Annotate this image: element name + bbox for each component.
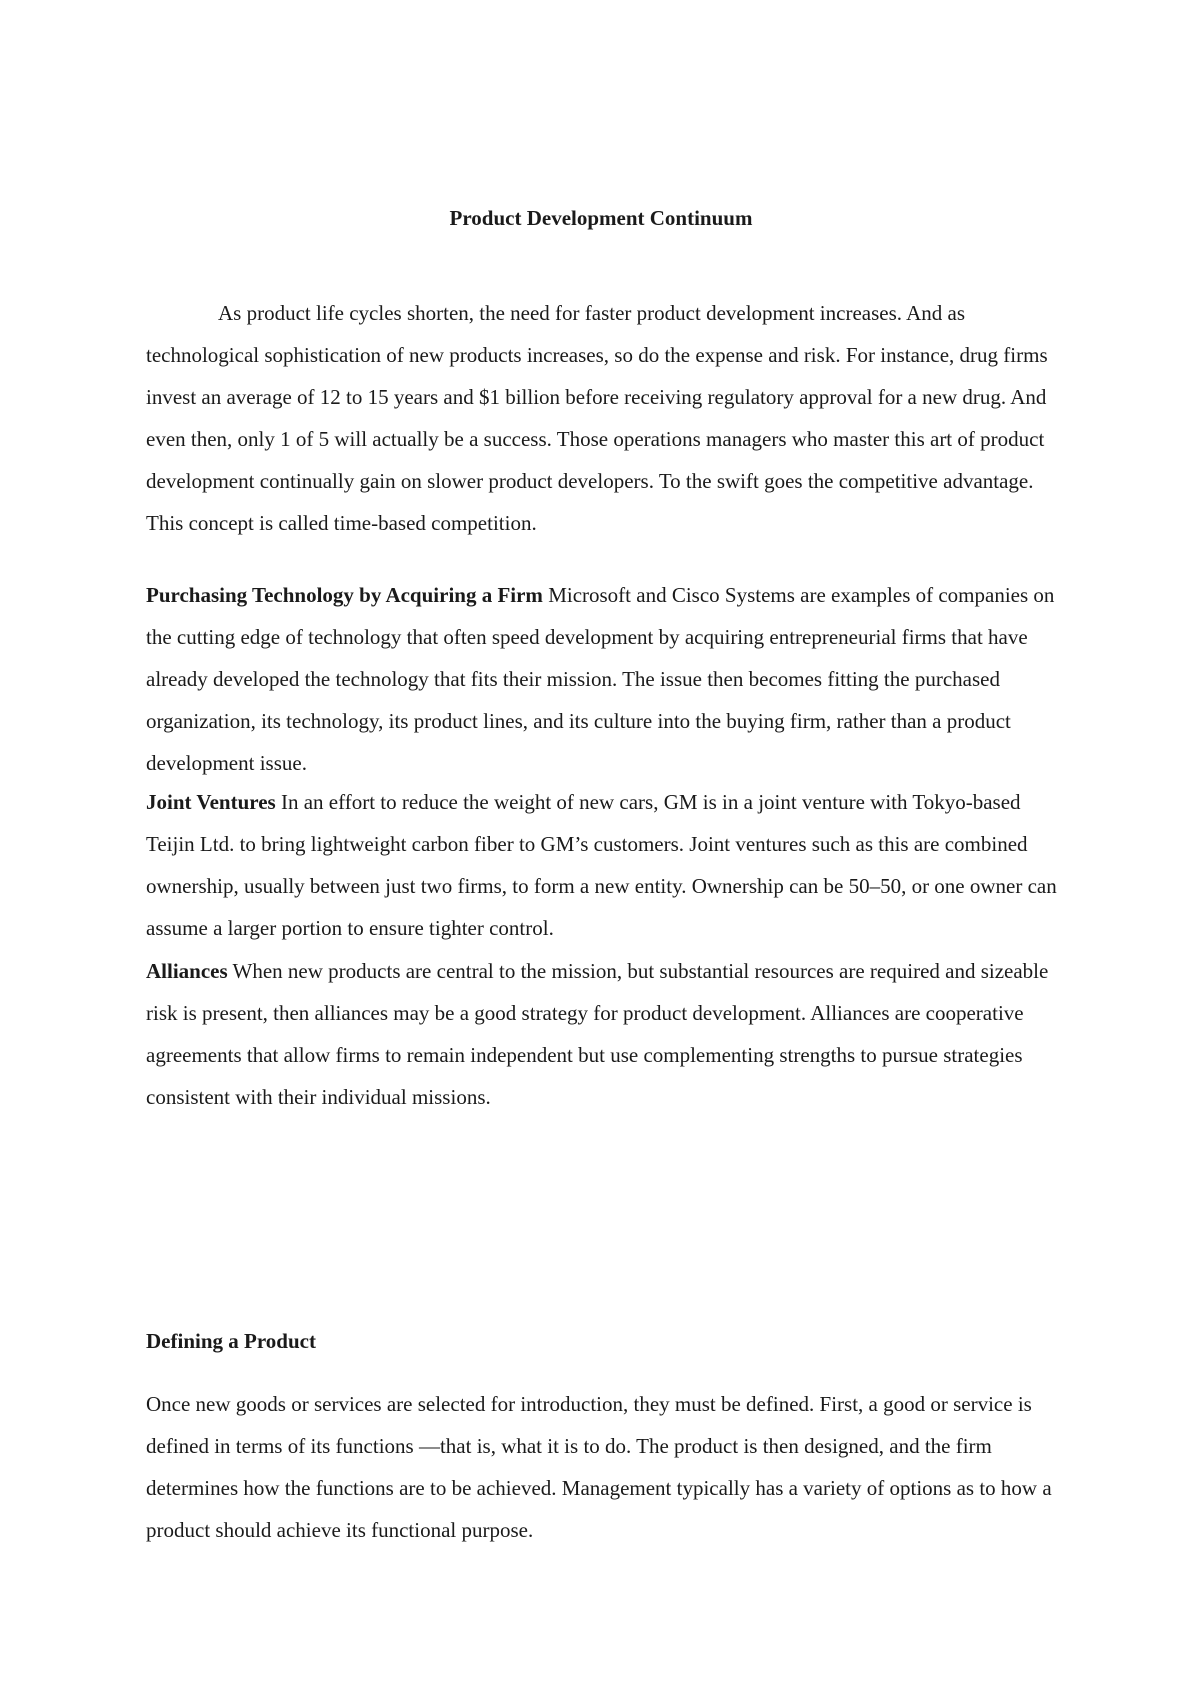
section-text-acquiring: Microsoft and Cisco Systems are examples of companies on the cutting edge of technology that often speed development by acquiring entrepreneurial firms that have already developed the technology that fits their mission. The issue then becomes fitting the purchased organization, its technology, its product lines, and its culture into the buying firm, rather than a product development issue. — [146, 583, 1055, 775]
intro-paragraph: As product life cycles shorten, the need for faster product development increases. And as technological sophistication of new products increases, so do the expense and risk. For instance, drug firms invest an average of 12 to 15 years and $1 billion before receiving regulatory approval for a new drug. And even then, only 1 of 5 will actually be a success. Those operations managers who master this art of product development continually gain on slower product developers. To the swift goes the competitive advantage. This concept is called time-based competition. — [146, 301, 1048, 535]
section-paragraph-acquiring — [146, 574, 1066, 784]
section-lead-joint-ventures: Joint Ventures — [146, 790, 276, 814]
section-paragraph-joint-ventures — [146, 781, 1066, 949]
section-text-alliances: When new products are central to the mission, but substantial resources are required and sizeable risk is present, then alliances may be a good strategy for product development. Alliances are cooperative agreements that allow firms to remain independent but use complementing strengths to pursue strategies consistent with their individual missions. — [146, 959, 1049, 1109]
document-title: Product Development Continuum — [449, 206, 753, 230]
section-text-joint-ventures: In an effort to reduce the weight of new cars, GM is in a joint venture with Tokyo-based Teijin Ltd. to bring lightweight carbon fiber to GM’s customers. Joint ventures such as this are combined ownership, usually between just two firms, to form a new entity. Ownership can be 50–50, or one owner can assume a larger portion to ensure tighter control. — [146, 790, 1057, 940]
closing-paragraph: Once new goods or services are selected for introduction, they must be defined. First, a good or service is defined in terms of its functions —that is, what it is to do. The product is then designed, and the firm determines how the functions are to be achieved. Management typically has a variety of options as to how a product should achieve its functional purpose. — [146, 1392, 1052, 1542]
section-paragraph-alliances — [146, 950, 1066, 1118]
section-lead-alliances: Alliances — [146, 959, 228, 983]
section-lead-acquiring: Purchasing Technology by Acquiring a Firm — [146, 583, 543, 607]
subheading: Defining a Product — [146, 1329, 316, 1353]
